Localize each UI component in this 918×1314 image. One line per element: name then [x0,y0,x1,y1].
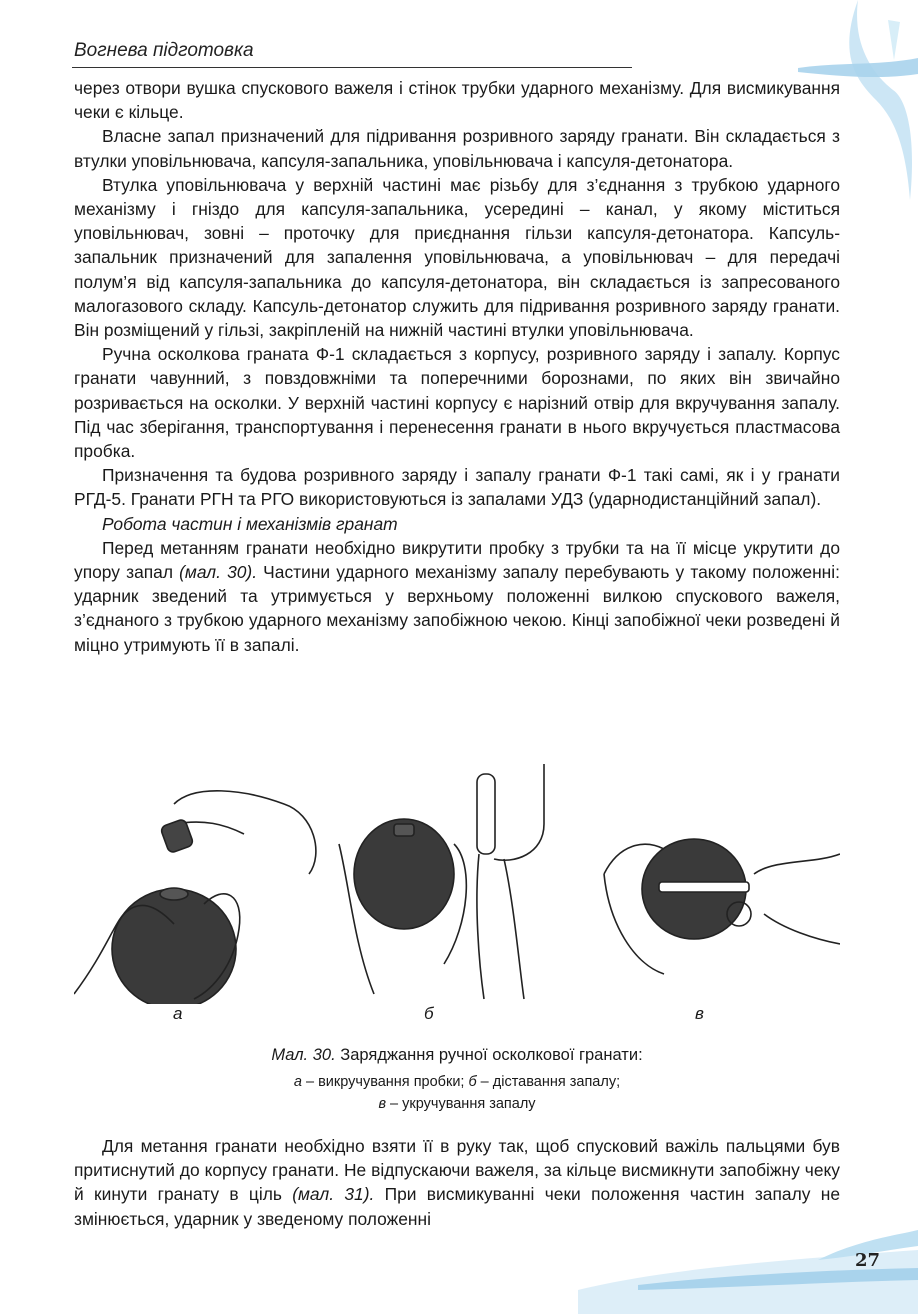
subheading: Робота частин і механізмів гранат [102,513,398,534]
caption-title: Заряджання ручної осколкової гранати: [340,1046,643,1064]
caption-line-1 [74,1072,840,1092]
caption-letter: в [378,1096,387,1112]
illustration-a [74,791,316,1004]
paragraph: Втулка уповільнювача у верхній частині має різьбу для з’єднання з трубкою ударного механізму і гніздо для капсуля-запальника, усередині – канал, у якому міститься уповільнювач, зовні – проточку для приєднання гільзи капсуля-детонатора. Капсуль-запальник призначений для запалення уповільнювача, а уповільнювач – для передачі полум’я від капсуля-запальника до капсуля-детонатора, він складається із запресованого малогазового складу. Капсуль-детонатор служить для підривання розривного заряду гранати. Він розміщений у гільзі, закріпленій на нижній частині втулки уповільнювача. [74,174,840,341]
caption-letter: б [468,1074,477,1090]
text-run: Частини ударного механізму запалу перебувають у такому положенні: ударник зведений та утримується у верхньому положенні вилкою спускового важеля, з’єднаного з трубкою ударного механізму запобіжною чекою. Кінці запобіжної чеки розведені й міцно утримують її в запалі. [74,562,840,655]
caption-text: – викручування пробки; [301,1074,469,1090]
figure-caption [74,1046,840,1065]
paragraph: Призначення та будова розривного заряду і запалу гранати Ф-1 такі самі, як і у гранати РГД-5. Гранати РГН та РГО використовуються із запалами УДЗ (ударнодистанційний запал). [74,465,840,510]
header-rule [72,67,632,68]
caption-line-2 [74,1094,840,1114]
running-header: Вогнева підготовка [74,40,254,61]
caption-prefix: Мал. 30. [271,1046,336,1064]
figure-label-c: в [695,1004,704,1023]
text-run: Для метання гранати необхідно взяти її в руку так, щоб спусковий важіль пальцями був притиснутий до корпусу гранати. Не відпускаючи важеля, за кільце висмикнути запобіжну чеку й кинути гранату в ціль [74,1136,840,1205]
paragraph: Власне запал призначений для підривання розривного заряду гранати. Він складається з втулки уповільнювача, капсуля-запальника, уповільнювача і капсуля-детонатора. [74,126,840,171]
figure-label-b: б [424,1004,434,1023]
page-number: 27 [854,1250,880,1271]
figure-reference: (мал. 30). [179,562,258,583]
main-text [74,76,840,657]
illustration-b [339,764,544,999]
text-run: При висмикуванні чеки положення частин запалу не змінюється, ударник у зведеному положенні [74,1184,840,1229]
decorative-brush-bottom [578,1230,918,1314]
paragraph: Ручна осколкова граната Ф-1 складається з корпусу, розривного заряду і запалу. Корпус гранати чавунний, з повздовжніми та поперечними борознами, по яких він звичайно розривається на осколки. У верхній частині корпусу є нарізний отвір для вкручування запалу. Під час зберігання, транспортування і перенесення гранати в нього вкручується пластмасова пробка. [74,344,840,462]
paragraph [74,1134,840,1231]
caption-letter: а [293,1074,302,1090]
paragraph [74,536,840,657]
paragraph: через отвори вушка спускового важеля і стінок трубки ударного механізму. Для висмикування чеки є кільце. [74,78,840,123]
text-run: Перед метанням гранати необхідно викрутити пробку з трубки та на її місце укрутити до упору запал [74,537,840,583]
illustration-c [604,839,840,974]
caption-text: – укручування запалу [386,1096,536,1112]
figure-label-a: а [173,1004,183,1023]
bottom-text [74,1134,840,1231]
figure-reference: (мал. 31). [292,1184,375,1205]
figure-illustration [74,764,840,1004]
caption-text: – діставання запалу; [476,1074,621,1090]
